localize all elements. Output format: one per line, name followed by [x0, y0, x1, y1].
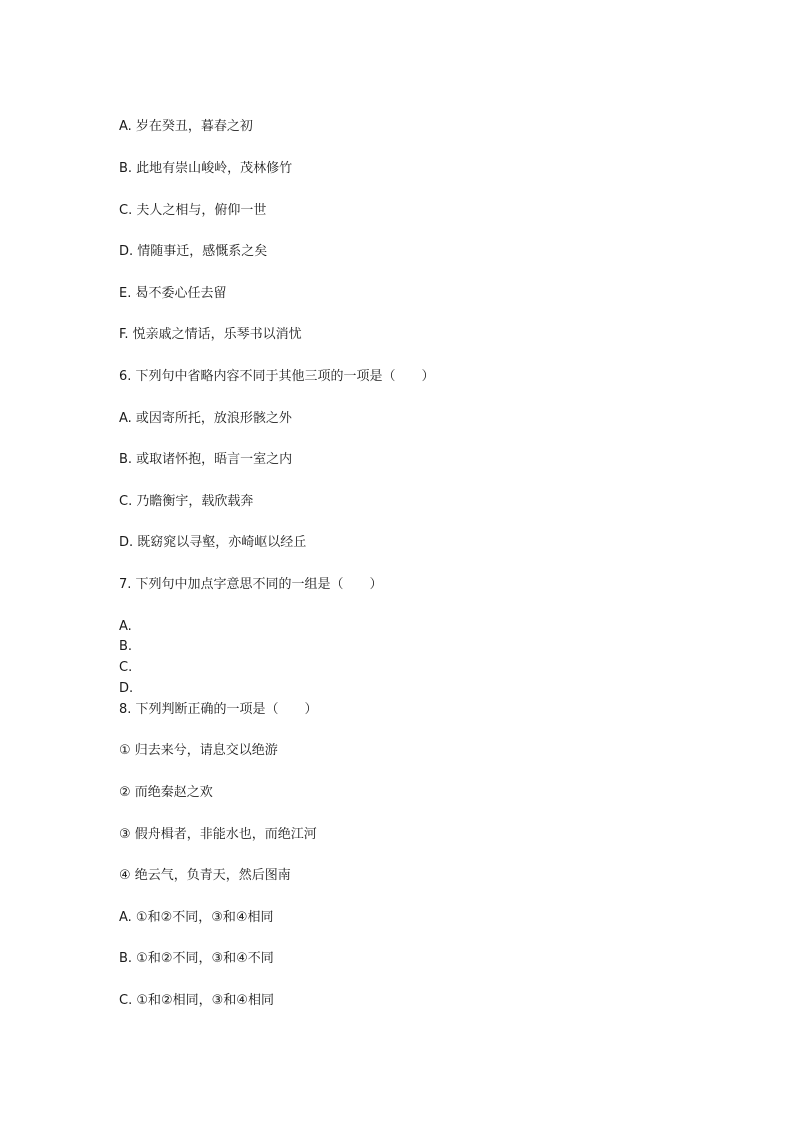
q5-option-a: A. 岁在癸丑，暮春之初 [119, 119, 253, 134]
q7-option-c: C. [119, 660, 133, 675]
q5-option-e: E. 曷不委心任去留 [119, 286, 227, 301]
q7-question: 7. 下列句中加点字意思不同的一组是（ ） [119, 577, 383, 592]
q8-item-2: ② 而绝秦赵之欢 [119, 785, 213, 800]
q6-option-c: C. 乃瞻衡宇，载欣载奔 [119, 494, 254, 509]
q7-option-b: B. [119, 639, 133, 654]
q8-question: 8. 下列判断正确的一项是（ ） [119, 702, 318, 717]
q5-option-f: F. 悦亲戚之情话，乐琴书以消忧 [119, 327, 302, 342]
q8-item-4: ④ 绝云气，负青天，然后图南 [119, 868, 291, 883]
q6-option-a: A. 或因寄所托，放浪形骸之外 [119, 411, 292, 426]
q8-option-c: C. ①和②相同，③和④相同 [119, 993, 274, 1008]
q6-option-b: B. 或取诸怀抱，晤言一室之内 [119, 452, 293, 467]
q8-item-1: ① 归去来兮，请息交以绝游 [119, 743, 278, 758]
q6-option-d: D. 既窈窕以寻壑，亦崎岖以经丘 [119, 535, 307, 550]
q7-option-a: A. [119, 619, 132, 634]
q5-option-d: D. 情随事迁，感慨系之矣 [119, 244, 268, 259]
q6-question: 6. 下列句中省略内容不同于其他三项的一项是（ ） [119, 369, 435, 384]
q5-option-c: C. 夫人之相与，俯仰一世 [119, 203, 267, 218]
q7-option-d: D. [119, 681, 134, 696]
q5-option-b: B. 此地有崇山峻岭，茂林修竹 [119, 161, 293, 176]
q8-option-b: B. ①和②不同，③和④不同 [119, 951, 274, 966]
q8-option-a: A. ①和②不同，③和④相同 [119, 910, 274, 925]
q8-item-3: ③ 假舟楫者，非能水也，而绝江河 [119, 827, 317, 842]
